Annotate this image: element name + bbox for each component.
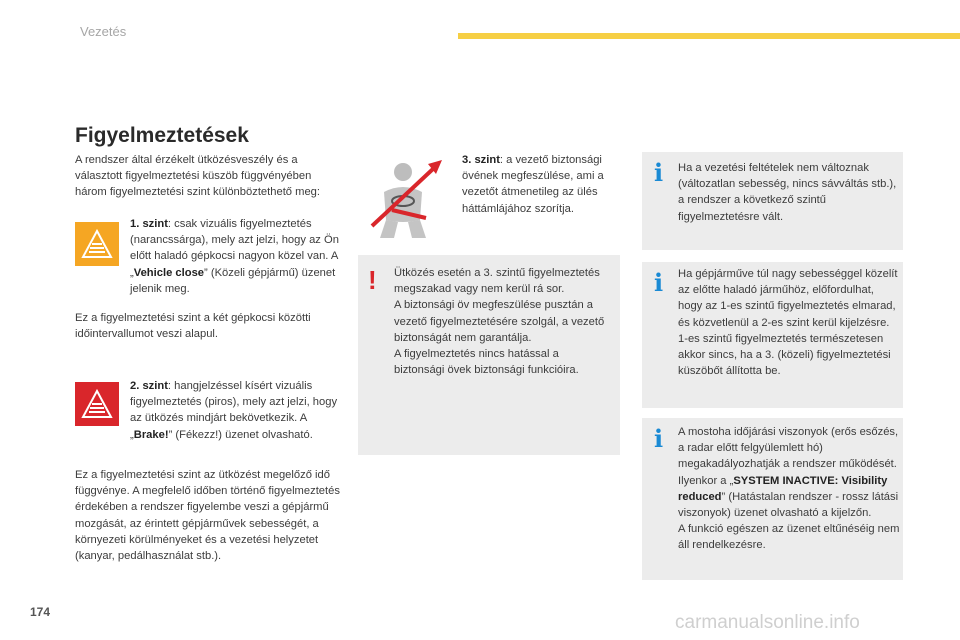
info-panel-1 bbox=[642, 152, 903, 250]
vehicle-close-message: Vehicle close bbox=[133, 266, 205, 279]
level2-text: 2. szint: hangjelzéssel kísért vizuális figyelmeztetés (piros), mely azt jelzi, hogy az ütközés mindjárt bekövetkezik. A „Brake!” (Fékezz!) üzenet olvasható. bbox=[130, 380, 338, 441]
warning-red-icon bbox=[75, 382, 119, 426]
info-text-1: Ha a vezetési feltételek nem változnak (változatlan sebesség, nincs sávváltás stb.), a rendszer a következő szintű figyelmeztetésre vált. bbox=[678, 162, 897, 223]
level3-text: 3. szint: a vezető biztonsági övének megfeszülése, ami a vezetőt átmenetileg az ülés háttámlájához szorítja. bbox=[462, 154, 604, 215]
level1-note: Ez a figyelmeztetési szint a két gépkocsi közötti időintervallumot veszi alapul. bbox=[75, 312, 311, 341]
info-panel-3 bbox=[642, 418, 903, 580]
page-title: Figyelmeztetések bbox=[75, 124, 249, 147]
brake-message: Brake! bbox=[133, 428, 169, 441]
watermark: carmanualsonline.info bbox=[675, 612, 860, 633]
level1-text: 1. szint: csak vizuális figyelmeztetés (narancssárga), mely azt jelzi, hogy az Ön előtt haladó gépkocsi nagyon közel van. A „Vehicle close” (Közeli gépjármű) üzenet jelenik meg. bbox=[130, 218, 339, 295]
warning-panel bbox=[358, 255, 620, 455]
header-accent-bar bbox=[458, 33, 960, 39]
level2-note: Ez a figyelmeztetési szint az ütközést megelőző idő függvénye. A megfelelő időben történő figyelmeztetés érdekében a rendszer figyelembe veszi a gépjármű mozgását, az érintett gépjárművek sebességét, a környezeti körülményeket és a vezetési helyzetet (kanyar, pedálhasználat stb.). bbox=[75, 469, 340, 563]
section-header: Vezetés bbox=[80, 24, 127, 39]
exclamation-icon: ! bbox=[368, 265, 377, 295]
warning-text: Ütközés esetén a 3. szintű figyelmeztetés megszakad vagy nem kerül rá sor. A biztonsági öv megfeszülése pusztán a vezető figyelmeztetésére szolgál, a vezető biztonságát nem garantálja. A figyelmeztetés nincs hatással a biztonsági övek biztonsági funkcióira. bbox=[394, 267, 605, 377]
seatbelt-icon bbox=[362, 158, 447, 243]
warning-orange-icon bbox=[75, 222, 119, 266]
level3-label: 3. szint bbox=[462, 154, 500, 166]
intro-paragraph: A rendszer által érzékelt ütközésveszély és a választott figyelmeztetési küszöb függvényében három figyelmeztetési szint különböztethető meg: bbox=[75, 154, 321, 199]
info-text-2: Ha gépjárműve túl nagy sebességgel közelít az előtte haladó járműhöz, előfordulhat, hogy az 1-es szintű figyelmeztetés elmarad, és közvetlenül a 2-es szint kerül kijelzésre. 1-es szintű figyelmeztetés természetesen akkor sincs, ha a 3. (közeli) figyelmeztetési küszöbőt állította be. bbox=[678, 268, 898, 378]
info-icon: i bbox=[654, 158, 664, 187]
level2-label: 2. szint bbox=[130, 380, 168, 392]
system-inactive-message: SYSTEM INACTIVE: Visibility reduced bbox=[678, 474, 888, 503]
level1-label: 1. szint bbox=[130, 218, 168, 230]
info-panel-2 bbox=[642, 262, 903, 408]
info-icon: i bbox=[654, 268, 664, 297]
page-number: 174 bbox=[30, 605, 51, 619]
info-text-3: A mostoha időjárási viszonyok (erős esőzés, a radar előtt felgyülemlett hó) megakadályozhatják a rendszer működését. Ilyenkor a „SYSTEM INACTIVE: Visibility reduced” (Hatástalan rendszer - rossz látási viszonyok) üzenet olvasható a kijelzőn. A funkció egészen az üzenet eltűnéséig nem áll rendelkezésre. bbox=[678, 426, 900, 552]
info-icon: i bbox=[654, 424, 664, 453]
